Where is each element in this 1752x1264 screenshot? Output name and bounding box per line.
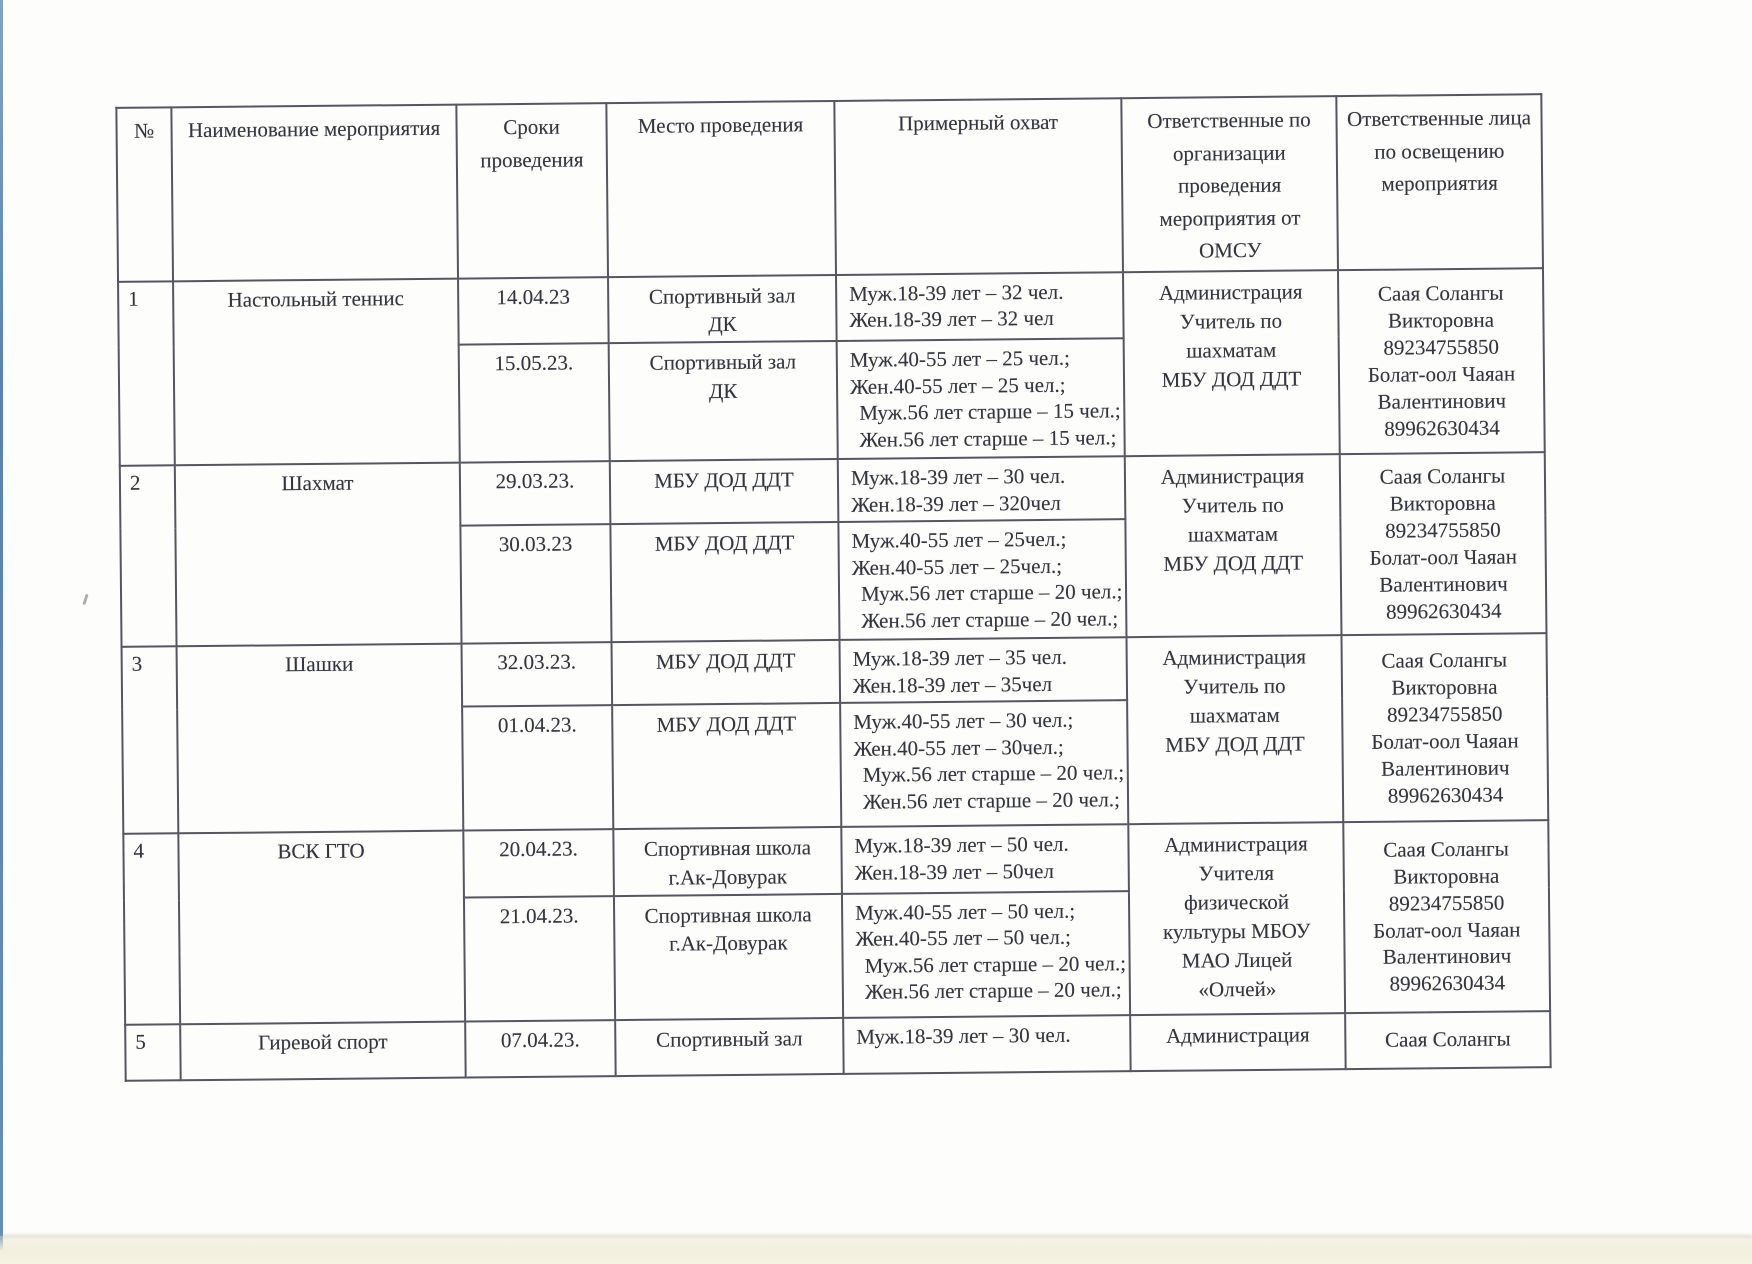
venue-cell <box>610 522 839 642</box>
coverage-line: Муж.40-55 лет – 50 чел.; <box>855 898 1076 925</box>
organizer-line: шахматам <box>1189 702 1280 728</box>
organizer-line: МАО Лицей <box>1181 947 1293 973</box>
date: 20.04.23. <box>499 836 578 862</box>
coverage-line: Муж.18-39 лет – 35 чел. <box>852 645 1068 672</box>
coverage-line: Жен.56 лет старше – 20 чел.; <box>862 786 1120 814</box>
media-line: Болат-оол Чаяан <box>1373 916 1521 943</box>
media-line: Викторовна <box>1387 307 1495 333</box>
coverage-cell <box>837 339 1125 460</box>
venue-line: г.Ак-Довурак <box>669 930 788 956</box>
coverage-line: Муж.56 лет старше – 20 чел.; <box>862 760 1125 787</box>
organizer-cell <box>1130 1013 1346 1071</box>
date: 32.03.23. <box>497 649 577 675</box>
venue-cell <box>612 703 841 829</box>
organizer-cell <box>1125 455 1342 638</box>
date-cell <box>463 829 614 897</box>
scan-smudge-artifact <box>82 594 88 605</box>
coverage-cell <box>842 891 1130 1018</box>
coverage-line: Жен.56 лет старше – 20 чел.; <box>864 977 1122 1004</box>
event-name-cell <box>177 644 464 834</box>
row-number: 5 <box>135 1029 146 1054</box>
media-line: 89962630434 <box>1384 415 1500 441</box>
organizer-line: МБУ ДОД ДДТ <box>1163 550 1304 577</box>
coverage-line: Муж.40-55 лет – 25чел.; <box>851 527 1067 554</box>
venue-cell <box>613 827 842 896</box>
organizer-line: Учитель по <box>1183 673 1286 699</box>
header-dates: Сроки проведения <box>456 103 608 278</box>
date-cell <box>459 344 610 463</box>
date: 14.04.23 <box>496 284 571 309</box>
organizer-line: «Олчей» <box>1198 976 1277 1002</box>
media-line: Викторовна <box>1393 863 1500 889</box>
coverage-line: Жен.56 лет старше – 15 чел.; <box>859 425 1117 452</box>
table-row <box>123 820 1549 900</box>
venue-cell <box>614 894 843 1020</box>
organizer-line: Администрация <box>1158 279 1303 305</box>
media-line: Болат-оол Чаяан <box>1371 728 1519 754</box>
organizer-line: Учитель по <box>1181 493 1284 519</box>
coverage-line: Жен.18-39 лет – 32 чел <box>849 306 1054 333</box>
media-line: 89234755850 <box>1383 334 1500 360</box>
organizer-line: Администрация <box>1160 463 1305 490</box>
coverage-cell <box>838 457 1126 523</box>
date: 21.04.23. <box>499 903 579 929</box>
event-name: Шашки <box>285 651 354 677</box>
row-number-cell <box>120 466 177 647</box>
header-venue: Место проведения <box>606 101 836 277</box>
media-line: Саая Солангы <box>1377 281 1504 307</box>
media-line: Валентинович <box>1382 943 1512 970</box>
coverage-line: Муж.18-39 лет – 30 чел. <box>850 464 1066 491</box>
date-cell <box>462 642 613 706</box>
organizer-line: Администрация <box>1162 644 1307 671</box>
coverage-line: Муж.56 лет старше – 15 чел.; <box>859 398 1121 426</box>
scan-bottom-band-artifact <box>0 1236 1752 1264</box>
table-header-row <box>116 94 1543 281</box>
coverage-cell <box>838 520 1126 641</box>
media-line: Викторовна <box>1391 674 1498 700</box>
organizer-line: Администрация <box>1165 1022 1310 1048</box>
media-line: Викторовна <box>1389 490 1496 516</box>
coverage-line: Жен.18-39 лет – 35чел <box>852 671 1053 698</box>
header-event-name: Наименование мероприятия <box>171 105 458 281</box>
media-line: Саая Солангы <box>1384 1027 1511 1053</box>
organizer-line: Администрация <box>1164 831 1308 858</box>
event-name-cell <box>173 278 460 465</box>
media-contact-cell <box>1338 268 1545 455</box>
coverage-line: Муж.18-39 лет – 30 чел. <box>856 1022 1071 1049</box>
date-cell <box>460 524 611 643</box>
venue-line: Спортивная школа <box>644 902 812 928</box>
coverage-line: Муж.18-39 лет – 50 чел. <box>854 831 1069 859</box>
scanner-edge-artifact <box>0 0 3 1264</box>
media-line: Валентинович <box>1377 388 1507 414</box>
row-number: 1 <box>128 286 139 311</box>
events-table <box>115 93 1551 1082</box>
media-contact-cell <box>1340 453 1547 636</box>
media-contact-cell <box>1341 633 1548 822</box>
date: 29.03.23. <box>495 468 575 494</box>
media-line: 89234755850 <box>1386 701 1503 727</box>
organizer-line: физической <box>1183 889 1290 915</box>
venue-line: Спортивный зал <box>648 283 796 309</box>
event-name-cell <box>175 463 462 647</box>
organizer-line: культуры МБОУ <box>1162 918 1311 944</box>
row-number: 3 <box>131 651 143 677</box>
coverage-line: Муж.18-39 лет – 32 чел. <box>849 279 1064 306</box>
table-row <box>122 633 1548 710</box>
media-line: Саая Солангы <box>1383 836 1509 862</box>
row-number-cell <box>118 281 175 466</box>
coverage-cell <box>840 700 1128 827</box>
coverage-line: Муж.56 лет старше – 20 чел.; <box>860 579 1123 606</box>
date-cell <box>465 1020 616 1077</box>
coverage-line: Муж.56 лет старше – 20 чел.; <box>864 951 1127 978</box>
venue-line: Спортивная школа <box>643 835 812 862</box>
venue-line: г.Ак-Довурак <box>668 864 788 890</box>
coverage-cell <box>836 272 1124 341</box>
event-name-cell <box>178 831 465 1024</box>
row-number: 4 <box>133 838 145 863</box>
event-name: ВСК ГТО <box>277 838 365 864</box>
media-line: Саая Солангы <box>1379 463 1506 490</box>
date: 01.04.23. <box>497 712 577 738</box>
organizer-line: МБУ ДОД ДДТ <box>1161 366 1302 392</box>
coverage-line: Жен.18-39 лет – 320чел <box>851 490 1061 517</box>
organizer-line: МБУ ДОД ДДТ <box>1165 731 1305 758</box>
organizer-line: Учитель по <box>1179 308 1283 334</box>
venue-cell <box>608 275 837 344</box>
media-line: 89234755850 <box>1385 517 1501 543</box>
event-name: Настольный теннис <box>227 285 404 312</box>
date: 30.03.23 <box>498 531 573 557</box>
organizer-cell <box>1123 270 1340 457</box>
header-coverage: Примерный охват <box>834 98 1123 274</box>
media-line: Валентинович <box>1380 755 1510 781</box>
coverage-line: Жен.40-55 лет – 50 чел.; <box>855 925 1071 952</box>
venue-line: МБУ ДОД ДДТ <box>654 467 794 494</box>
venue-line: Спортивный зал <box>649 349 797 376</box>
header-organizer: Ответственные по организации проведения мероприятия от ОМСУ <box>1121 96 1338 272</box>
date: 07.04.23. <box>500 1027 580 1053</box>
venue-line: Спортивный зал <box>655 1026 803 1052</box>
coverage-line: Жен.40-55 лет – 25чел.; <box>851 553 1063 580</box>
table-row <box>118 268 1544 348</box>
date-cell <box>462 705 613 830</box>
organizer-line: шахматам <box>1187 522 1279 547</box>
venue-cell <box>612 640 841 705</box>
coverage-cell <box>843 1015 1131 1074</box>
venue-line: МБУ ДОД ДДТ <box>656 711 797 737</box>
venue-line: МБУ ДОД ДДТ <box>654 530 795 557</box>
media-contact-cell <box>1345 1011 1551 1069</box>
header-num: № <box>116 107 173 281</box>
coverage-cell <box>840 638 1128 704</box>
venue-cell <box>609 341 838 461</box>
table-row <box>120 453 1546 530</box>
event-name: Гиревой спорт <box>257 1029 388 1055</box>
organizer-cell <box>1128 822 1345 1015</box>
venue-line: ДК <box>708 378 738 403</box>
media-line: Болат-оол Чаяан <box>1369 544 1518 570</box>
organizer-line: Учителя <box>1198 860 1275 886</box>
venue-cell <box>610 459 839 524</box>
coverage-line: Жен.40-55 лет – 30чел.; <box>853 734 1064 761</box>
venue-cell <box>615 1018 844 1076</box>
row-number: 2 <box>129 471 141 496</box>
header-media: Ответственные лица по освещению мероприятия <box>1336 94 1543 270</box>
organizer-line: шахматам <box>1186 337 1277 363</box>
coverage-line: Жен.56 лет старше – 20 чел.; <box>861 605 1119 633</box>
media-line: Болат-оол Чаяан <box>1367 361 1516 387</box>
date: 15.05.23. <box>494 350 574 376</box>
media-line: 89962630434 <box>1387 782 1504 808</box>
row-number-cell <box>125 1024 181 1081</box>
row-number-cell <box>123 834 180 1025</box>
row-number-cell <box>122 647 179 834</box>
media-line: 89962630434 <box>1385 598 1502 624</box>
event-name: Шахмат <box>281 471 354 496</box>
date-cell <box>458 277 609 345</box>
venue-line: МБУ ДОД ДДТ <box>655 648 796 675</box>
event-name-cell <box>180 1021 466 1080</box>
date-cell <box>464 896 615 1021</box>
coverage-line: Жен.40-55 лет – 25 чел.; <box>849 372 1066 399</box>
coverage-cell <box>841 824 1129 893</box>
coverage-line: Муж.40-55 лет – 30 чел.; <box>853 707 1074 735</box>
coverage-line: Жен.18-39 лет – 50чел <box>854 858 1054 885</box>
events-table-container <box>115 93 1551 1082</box>
media-line: 89234755850 <box>1388 890 1505 916</box>
media-contact-cell <box>1343 820 1550 1013</box>
venue-line: ДК <box>708 311 737 337</box>
media-line: 89962630434 <box>1389 970 1506 997</box>
organizer-cell <box>1126 635 1343 824</box>
date-cell <box>460 462 611 526</box>
media-line: Валентинович <box>1379 571 1508 597</box>
coverage-line: Муж.40-55 лет – 25 чел.; <box>849 346 1070 373</box>
media-line: Саая Солангы <box>1381 647 1508 673</box>
